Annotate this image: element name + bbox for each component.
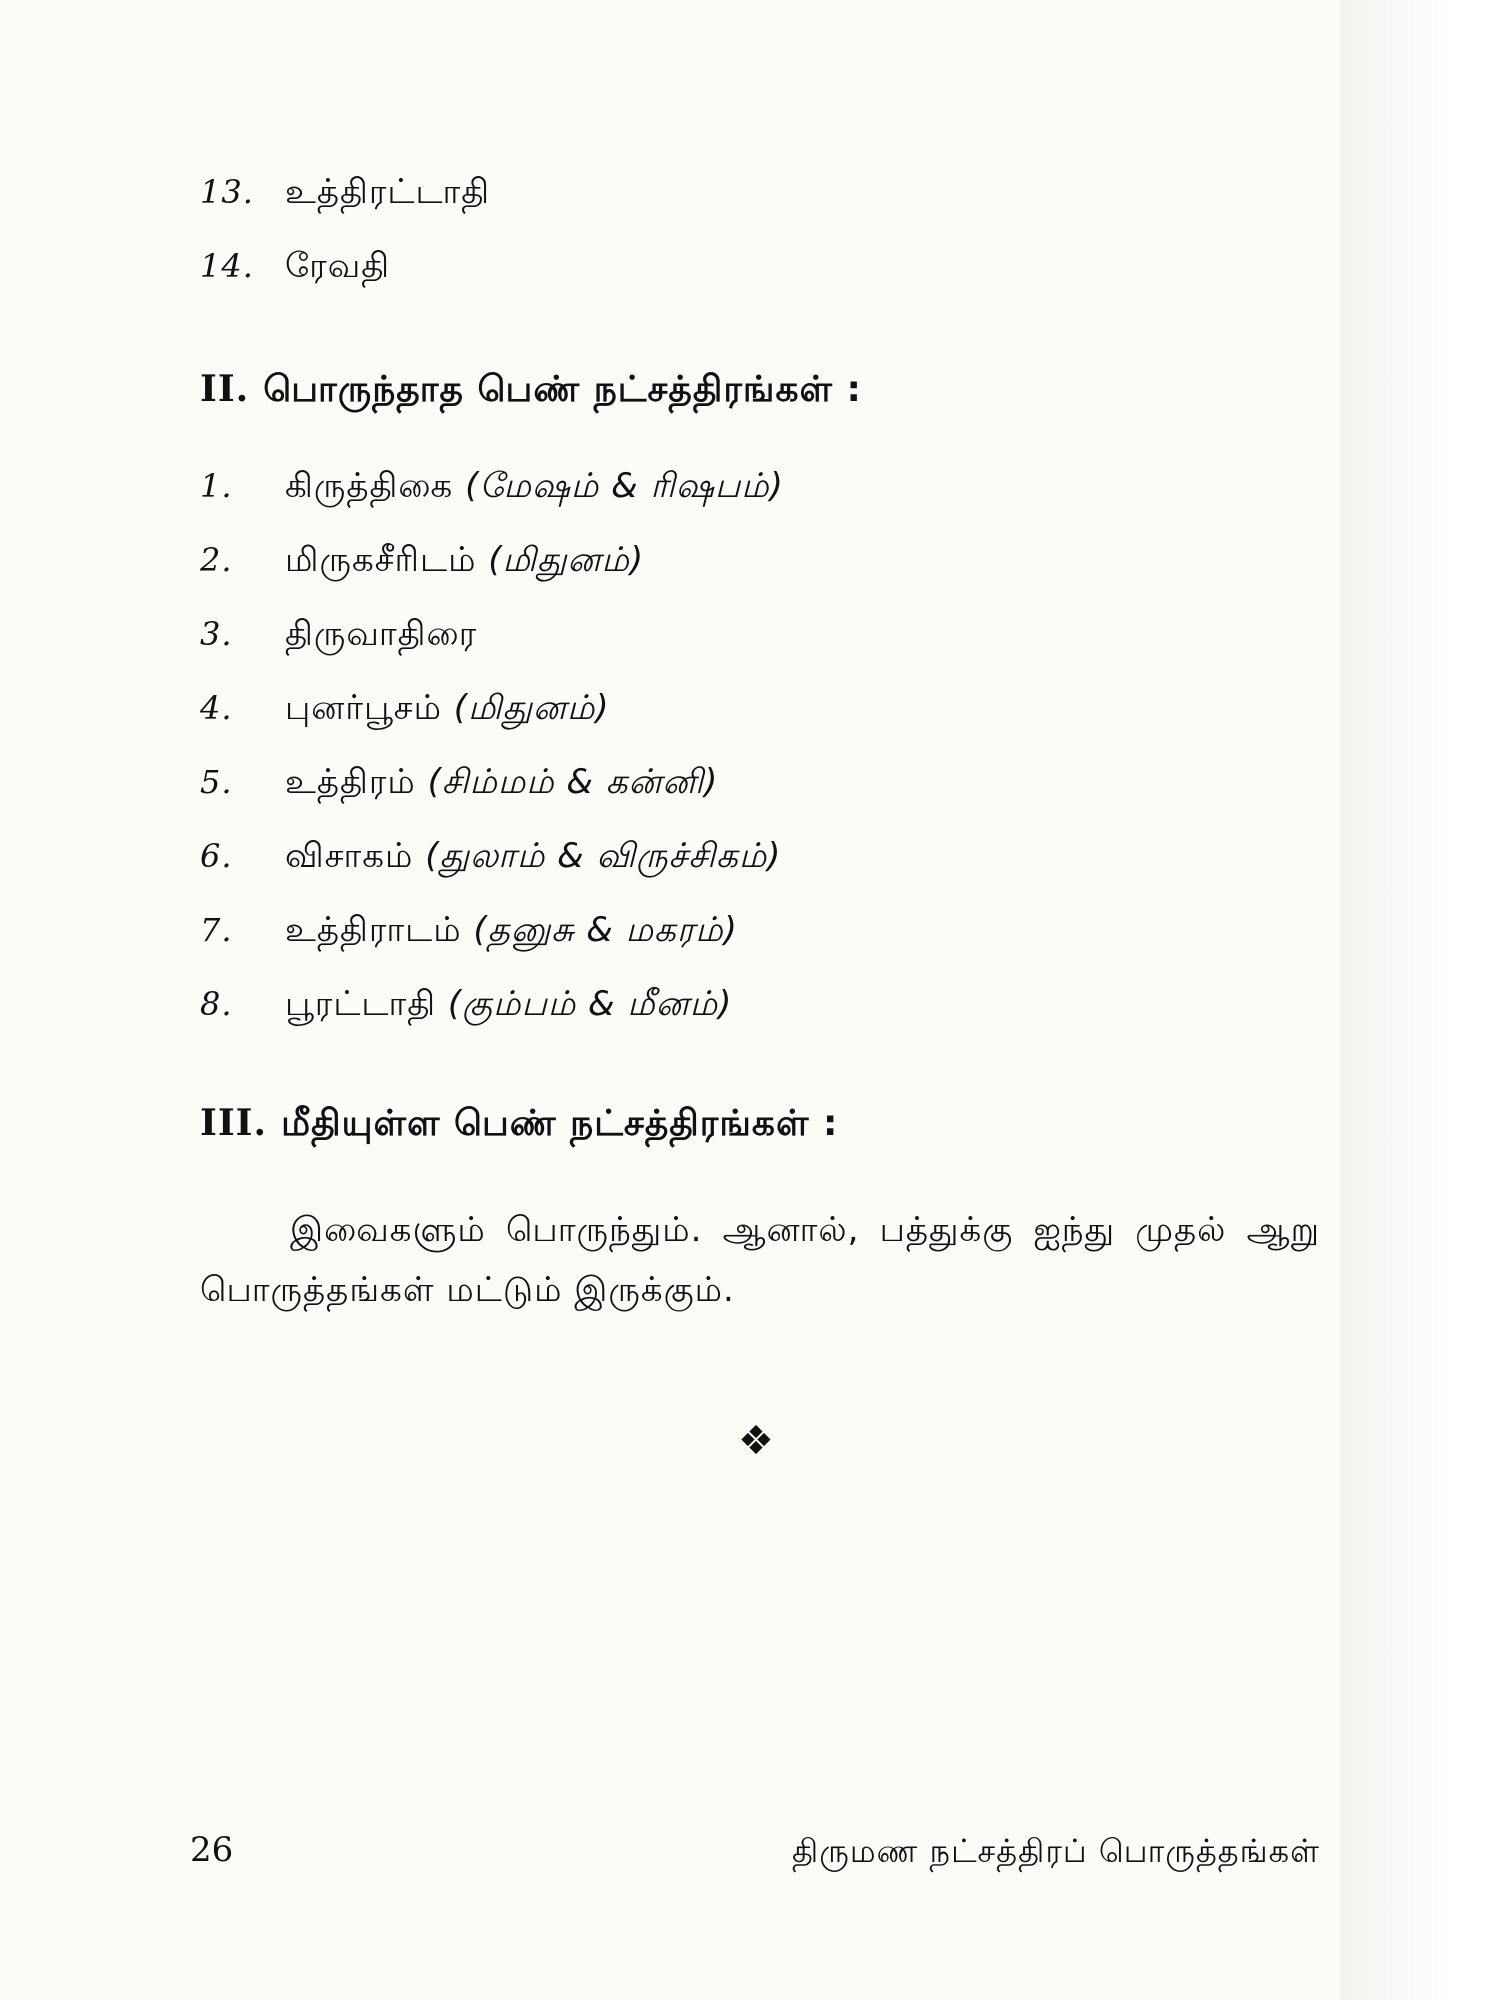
item-text: திருவாதிரை [285,614,478,654]
item-number: 4. [200,689,233,727]
running-footer-title: திருமண நட்சத்திரப் பொருத்தங்கள் [792,1832,1320,1870]
item-text: உத்திரம் [285,762,416,802]
item-note: (மிதுனம்) [488,540,645,580]
list-item [200,466,784,510]
item-text: மிருகசீரிடம் [285,540,477,580]
list-item [200,910,738,954]
item-text: உத்திரட்டாதி [285,172,491,212]
item-note: (தனுசு & மகரம்) [473,910,738,950]
item-text: விசாகம் [285,836,414,876]
list-item [200,614,477,658]
item-number: 5. [200,763,233,801]
list-item [200,540,644,584]
item-note: (மேஷம் & ரிஷபம்) [465,466,784,506]
item-number: 8. [200,985,233,1023]
page-number: 26 [190,1830,234,1870]
section-title: மீதியுள்ள பெண் நட்சத்திரங்கள் : [281,1103,839,1144]
item-note: (சிம்மம் & கன்னி) [427,762,719,802]
list-item [200,762,718,806]
section-numeral: II. [200,368,250,410]
item-text: பூரட்டாதி [285,984,437,1024]
section-title: பொருந்தாத பெண் நட்சத்திரங்கள் : [263,369,862,410]
item-number: 7. [200,911,233,949]
list-item [200,836,781,880]
item-note: (கும்பம் & மீனம்) [447,984,733,1024]
item-number: 13. [200,173,254,211]
item-text: கிருத்திகை [285,466,454,506]
section-paragraph [200,1200,1320,1320]
list-item [200,246,390,290]
item-number: 1. [200,467,233,505]
item-text: ரேவதி [285,246,391,286]
item-text: புனர்பூசம் [285,688,442,728]
list-item [200,688,610,732]
item-number: 14. [200,247,254,285]
section-heading-ii [200,368,862,415]
item-number: 6. [200,837,233,875]
page-edge [1340,0,1500,2000]
ornament-icon: ❖ [738,1418,774,1464]
item-number: 3. [200,615,233,653]
section-numeral: III. [200,1102,268,1144]
item-number: 2. [200,541,233,579]
list-item [200,172,490,216]
item-note: (துலாம் & விருச்சிகம்) [425,836,782,876]
paragraph-text: இவைகளும் பொருந்தும். ஆனால், பத்துக்கு ஐந்து முதல் ஆறு பொருத்தங்கள் மட்டும் இருக்கும். [200,1210,1320,1310]
list-item [200,984,732,1028]
item-note: (மிதுனம்) [453,688,610,728]
item-text: உத்திராடம் [285,910,462,950]
section-heading-iii [200,1102,838,1149]
